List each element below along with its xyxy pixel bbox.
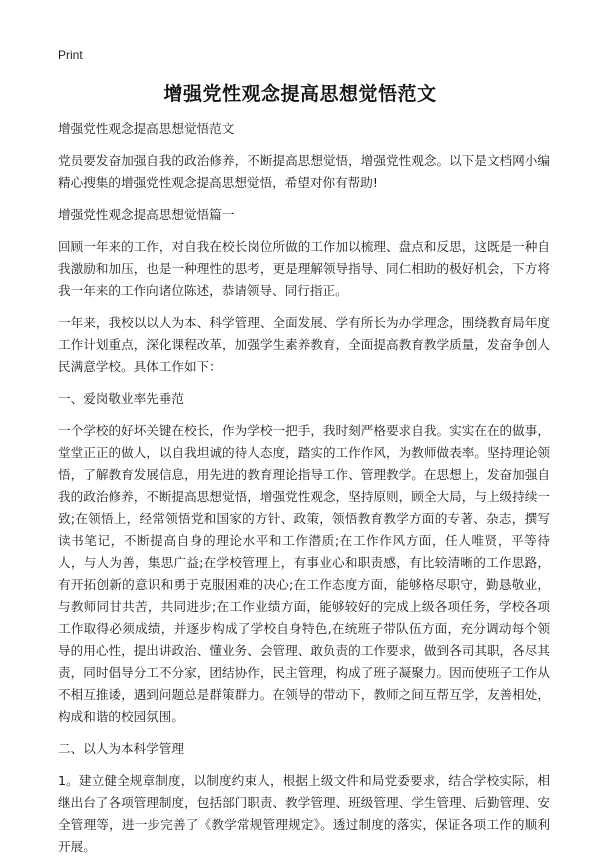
subtitle-paragraph: 增强党性观念提高思想觉悟范文 [58, 121, 235, 136]
dedication-paragraph: 一个学校的好坏关键在校长，作为学校一把手，我时刻严格要求自我。实实在在的做事，堂堂正正的做人，以自我坦诚的待人态度，踏实的工作作风，为教师做表率。坚持理论领悟，了解教育发展信息，用先进的教育理论指导工作、管理教学。在思想上，发奋加强自我的政治修养，不断提高思想觉悟，增强党性观念，坚持原则，顾全大局，与上级持续一致;在领悟上，经常领悟党和国家的方针、政策，领悟教育教学方面的专著、杂志，撰写读书笔记，不断提高自身的理论水平和工作潜质;在工作作风方面，任人唯贤，平等待人，与人为善，集思广益;在学校管理上，有事业心和职责感，有比较清晰的工作思路，有开拓创新的意识和勇于克服困难的决心;在工作态度方面，能够格尽职守，勤恳敬业，与教师同甘共苦，共同进步;在工作业绩方面，能够较好的完成上级各项任务，学校各项工作取得必须成绩，并逐步构成了学校自身特色,在统班子带队伍方面，充分调动每个领导的用心性，提出讲政治、懂业务、会管理、敢负责的工作要求，做到各司其职，各尽其责，同时倡导分工不分家，团结协作，民主管理，构成了班子凝聚力。因而使班子工作从不相互推诿，遇到问题总是群策群力。在领导的带动下，教师之间互帮互学，友善相处，构成和谐的校园氛围。 [58, 423, 550, 724]
rules-paragraph: 1。建立健全规章制度，以制度约束人，根据上级文件和局党委要求，结合学校实际，相继出台了各项管理制度，包括部门职责、教学管理、班级管理、学生管理、后勤管理、安全管理等，进一步完善了《教学常规管理规定》。透过制度的落实，保证各项工作的顺利开展。 [58, 773, 550, 854]
intro-paragraph: 党员要发奋加强自我的政治修养，不断提高思想觉悟，增强党性观念。以下是文档网小编精心搜集的增强党性观念提高思想觉悟，希望对你有帮助! [58, 153, 550, 190]
document-title: 增强党性观念提高思想觉悟范文 [163, 83, 437, 105]
section-title-part-one: 增强党性观念提高思想觉悟篇一 [58, 207, 235, 222]
heading-dedication: 一、爱岗敬业率先垂范 [58, 391, 184, 406]
document-body [58, 118, 550, 858]
overview-paragraph: 一年来，我校以以人为本、科学管理、全面发展、学有所长为办学理念，围绕教育局年度工作计划重点，深化课程改革，加强学生素养教育，全面提高教育教学质量，发奋争创人民满意学校。具体工作如下： [58, 315, 550, 374]
review-paragraph: 回顾一年来的工作，对自我在校长岗位所做的工作加以梳理、盘点和反思，这既是一种自我激励和加压，也是一种理性的思考，更是理解领导指导、同仁相助的极好机会，下方将我一年来的工作向诸位陈述，恭请领导、同行指正。 [58, 239, 550, 298]
print-label: Print [58, 48, 83, 62]
heading-people-oriented: 二、以人为本科学管理 [58, 741, 184, 756]
